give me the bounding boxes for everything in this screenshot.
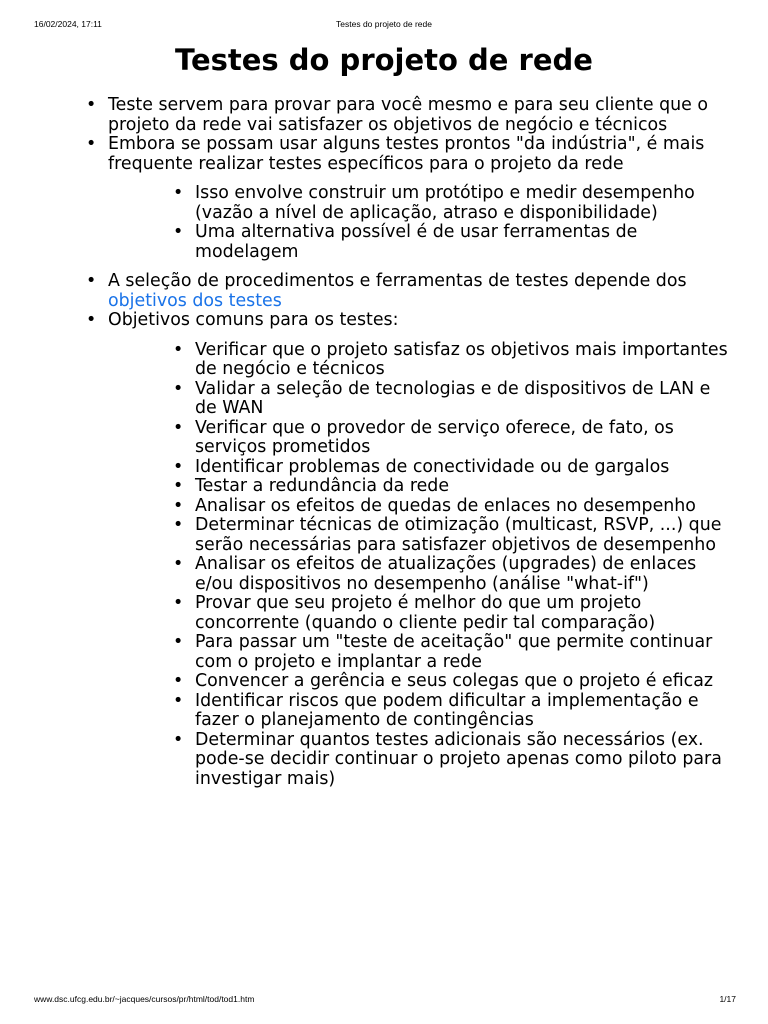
list-item (86, 135, 736, 262)
list-item: • Teste servem para provar para você mesmo e para seu cliente que o projeto da rede vai satisfazer os objetivos de negócio e técnicos (86, 96, 736, 135)
sub-list (173, 184, 736, 262)
objectives-link[interactable]: objetivos dos testes (108, 290, 282, 311)
sub-list-item: • Convencer a gerência e seus colegas que o projeto é eficaz (173, 672, 736, 692)
sub-list-item: • Isso envolve construir um protótipo e medir desempenho (vazão a nível de aplicação, atraso e disponibilidade) (173, 184, 736, 223)
list-item-text: Embora se possam usar alguns testes prontos "da indústria", é mais frequente realizar testes específicos para o projeto da rede (108, 134, 705, 174)
sub-list-item: • Analisar os efeitos de quedas de enlaces no desempenho (173, 497, 736, 517)
sub-list-item: • Identificar riscos que podem dificultar a implementação e fazer o planejamento de contingências (173, 692, 736, 731)
print-title: Testes do projeto de rede (336, 19, 432, 29)
sub-list-item: • Identificar problemas de conectividade ou de gargalos (173, 458, 736, 478)
sub-list-item: • Uma alternativa possível é de usar ferramentas de modelagem (173, 223, 736, 262)
list-item-text: Objetivos comuns para os testes: (108, 310, 399, 330)
print-header (0, 19, 768, 31)
sub-list-item: • Para passar um "teste de aceitação" que permite continuar com o projeto e implantar a rede (173, 633, 736, 672)
print-footer (0, 994, 768, 1006)
sub-list-item: • Verificar que o projeto satisfaz os objetivos mais importantes de negócio e técnicos (173, 341, 736, 380)
sub-list-item: • Provar que seu projeto é melhor do que um projeto concorrente (quando o cliente pedir tal comparação) (173, 594, 736, 633)
page-title: Testes do projeto de rede (175, 43, 593, 77)
list-item-text: A seleção de procedimentos e ferramentas de testes depende dos (108, 271, 687, 291)
sub-list-item: • Determinar quantos testes adicionais são necessários (ex. pode-se decidir continuar o projeto apenas como piloto para investigar mais) (173, 731, 736, 790)
print-url: www.dsc.ufcg.edu.br/~jacques/cursos/pr/html/tod/tod1.htm (34, 994, 255, 1004)
sub-list-item: • Analisar os efeitos de atualizações (upgrades) de enlaces e/ou dispositivos no desempenho (análise "what-if") (173, 555, 736, 594)
sub-list-item: • Determinar técnicas de otimização (multicast, RSVP, ...) que serão necessárias para satisfazer objetivos de desempenho (173, 516, 736, 555)
list-item (86, 272, 736, 311)
print-datetime: 16/02/2024, 17:11 (34, 19, 102, 29)
main-content (86, 96, 736, 798)
print-page-number: 1/17 (719, 994, 736, 1004)
sub-list-item: • Validar a seleção de tecnologias e de dispositivos de LAN e de WAN (173, 380, 736, 419)
sub-list (173, 341, 736, 790)
list-item (86, 311, 736, 789)
main-list (86, 96, 736, 789)
sub-list-item: • Verificar que o provedor de serviço oferece, de fato, os serviços prometidos (173, 419, 736, 458)
sub-list-item: • Testar a redundância da rede (173, 477, 736, 497)
